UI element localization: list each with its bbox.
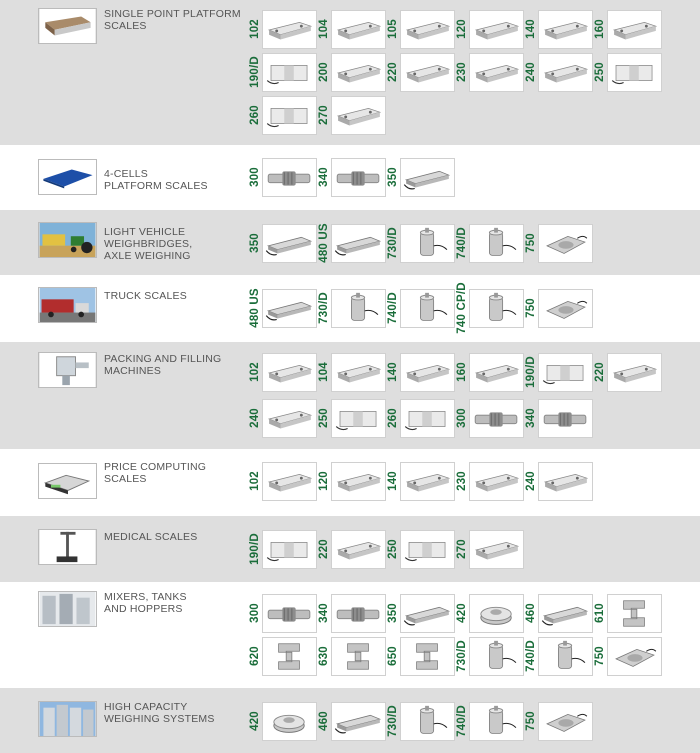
model-code: 300 <box>456 408 468 428</box>
model-code: 750 <box>525 298 537 318</box>
model-code-wrap <box>249 53 262 92</box>
product-cell[interactable] <box>525 224 593 263</box>
product-cell[interactable] <box>318 702 386 741</box>
product-cell[interactable] <box>456 702 524 741</box>
model-code-wrap <box>387 289 400 328</box>
model-code: 104 <box>318 362 330 382</box>
model-code: 460 <box>318 711 330 731</box>
load-cell-thumbnail[interactable] <box>469 353 524 392</box>
model-code: 190/D <box>249 533 261 565</box>
product-cell[interactable] <box>387 53 455 92</box>
model-code: 240 <box>525 62 537 82</box>
load-cell-thumbnail[interactable] <box>331 289 386 328</box>
product-cell[interactable] <box>387 158 455 197</box>
product-cell[interactable] <box>456 594 524 633</box>
load-cell-thumbnail[interactable] <box>538 53 593 92</box>
product-cell[interactable] <box>525 399 593 438</box>
product-cell[interactable] <box>525 702 593 741</box>
load-cell-thumbnail[interactable] <box>331 224 386 263</box>
model-code-wrap <box>318 530 331 569</box>
product-cell[interactable] <box>387 702 455 741</box>
model-code-wrap <box>249 530 262 569</box>
section-packing-filling-machines <box>0 342 700 449</box>
product-cell[interactable] <box>249 289 317 328</box>
product-cell[interactable] <box>249 10 317 49</box>
tractor-trailer-icon <box>38 222 97 258</box>
section-light-vehicle-weighbridges <box>0 210 700 275</box>
model-code: 340 <box>318 167 330 187</box>
model-code-wrap <box>456 637 469 676</box>
load-cell-thumbnail[interactable] <box>469 637 524 676</box>
model-code: 730/D <box>456 640 468 672</box>
load-cell-thumbnail[interactable] <box>262 702 317 741</box>
model-code: 340 <box>525 408 537 428</box>
price-scale-icon <box>38 463 97 499</box>
product-cell[interactable] <box>387 10 455 49</box>
product-cell[interactable] <box>594 53 662 92</box>
model-code: 190/D <box>525 356 537 388</box>
product-cell[interactable] <box>387 289 455 328</box>
product-cell[interactable] <box>318 594 386 633</box>
product-cell[interactable] <box>387 530 455 569</box>
medical-scale-icon <box>38 529 97 565</box>
product-cell[interactable] <box>387 594 455 633</box>
tanks-icon <box>38 591 97 627</box>
silos-icon <box>38 701 97 737</box>
model-code: 740/D <box>456 705 468 737</box>
model-code-wrap <box>387 224 400 263</box>
model-code-wrap <box>525 353 538 392</box>
model-code-wrap <box>249 594 262 633</box>
load-cell-thumbnail[interactable] <box>469 530 524 569</box>
product-cell[interactable] <box>456 637 524 676</box>
model-code: 750 <box>594 646 606 666</box>
product-cell[interactable] <box>525 462 593 501</box>
load-cell-thumbnail[interactable] <box>607 594 662 633</box>
product-cell[interactable] <box>594 637 662 676</box>
model-code: 730/D <box>318 292 330 324</box>
model-code: 140 <box>387 362 399 382</box>
section-title: MIXERS, TANKS AND HOPPERS <box>104 591 187 615</box>
product-cell[interactable] <box>318 399 386 438</box>
model-code: 420 <box>249 711 261 731</box>
product-cell[interactable] <box>525 289 593 328</box>
model-code: 480 US <box>249 288 261 328</box>
load-cell-thumbnail[interactable] <box>538 702 593 741</box>
load-cell-thumbnail[interactable] <box>331 96 386 135</box>
model-code-wrap <box>249 637 262 676</box>
product-cell[interactable] <box>318 96 386 135</box>
product-cell[interactable] <box>249 158 317 197</box>
model-code-wrap <box>456 399 469 438</box>
model-code: 260 <box>387 408 399 428</box>
model-code: 160 <box>456 362 468 382</box>
load-cell-thumbnail[interactable] <box>469 399 524 438</box>
load-cell-thumbnail[interactable] <box>538 637 593 676</box>
load-cell-thumbnail[interactable] <box>400 530 455 569</box>
section-title: SINGLE POINT PLATFORM SCALES <box>104 8 241 32</box>
load-cell-thumbnail[interactable] <box>469 224 524 263</box>
model-code: 230 <box>456 471 468 491</box>
product-cell[interactable] <box>249 399 317 438</box>
section-single-point-platform-scales <box>0 0 700 145</box>
product-cell[interactable] <box>249 594 317 633</box>
platform-scale-icon <box>38 8 97 44</box>
product-cell[interactable] <box>456 282 524 334</box>
section-title: PRICE COMPUTING SCALES <box>104 461 207 485</box>
model-code-wrap <box>318 53 331 92</box>
section-price-computing-scales <box>0 449 700 516</box>
load-cell-thumbnail[interactable] <box>262 594 317 633</box>
model-code: 270 <box>318 105 330 125</box>
model-code: 220 <box>318 539 330 559</box>
product-cell[interactable] <box>387 353 455 392</box>
model-code-wrap <box>318 289 331 328</box>
model-code-wrap <box>594 10 607 49</box>
model-code: 740 CP/D <box>456 282 468 334</box>
load-cell-thumbnail[interactable] <box>331 53 386 92</box>
section-title: TRUCK SCALES <box>104 290 187 302</box>
model-code: 104 <box>318 19 330 39</box>
model-code-wrap <box>318 158 331 197</box>
model-code: 340 <box>318 603 330 623</box>
load-cell-thumbnail[interactable] <box>331 530 386 569</box>
load-cell-thumbnail[interactable] <box>469 594 524 633</box>
model-code-wrap <box>387 10 400 49</box>
model-code: 300 <box>249 167 261 187</box>
model-code-wrap <box>456 224 469 263</box>
model-code: 740/D <box>387 292 399 324</box>
model-code-wrap <box>387 530 400 569</box>
product-cell[interactable] <box>249 462 317 501</box>
load-cell-thumbnail[interactable] <box>331 353 386 392</box>
model-code-wrap <box>318 702 331 741</box>
product-cell[interactable] <box>594 353 662 392</box>
product-cell[interactable] <box>456 353 524 392</box>
product-cell[interactable] <box>525 594 593 633</box>
load-cell-thumbnail[interactable] <box>469 289 524 328</box>
model-code-wrap <box>525 10 538 49</box>
load-cell-thumbnail[interactable] <box>538 462 593 501</box>
model-code-wrap <box>318 353 331 392</box>
model-code: 730/D <box>387 705 399 737</box>
load-cell-thumbnail[interactable] <box>331 702 386 741</box>
model-code-wrap <box>249 702 262 741</box>
load-cell-thumbnail[interactable] <box>400 158 455 197</box>
load-cell-thumbnail[interactable] <box>400 702 455 741</box>
model-code-wrap <box>594 594 607 633</box>
model-code-wrap <box>594 637 607 676</box>
model-code-wrap <box>456 282 469 334</box>
model-code-wrap <box>456 353 469 392</box>
model-code-wrap <box>456 10 469 49</box>
model-code: 220 <box>594 362 606 382</box>
section-title: HIGH CAPACITY WEIGHING SYSTEMS <box>104 701 215 725</box>
product-cell[interactable] <box>456 224 524 263</box>
load-cell-thumbnail[interactable] <box>400 224 455 263</box>
model-code-wrap <box>318 462 331 501</box>
load-cell-thumbnail[interactable] <box>400 10 455 49</box>
model-code-wrap <box>387 462 400 501</box>
product-cell[interactable] <box>525 10 593 49</box>
product-cell[interactable] <box>318 530 386 569</box>
section-title: 4-CELLS PLATFORM SCALES <box>104 168 208 192</box>
model-code-wrap <box>456 530 469 569</box>
product-cell[interactable] <box>387 462 455 501</box>
load-cell-thumbnail[interactable] <box>262 224 317 263</box>
load-cell-thumbnail[interactable] <box>262 53 317 92</box>
model-code: 160 <box>594 19 606 39</box>
model-code: 630 <box>318 646 330 666</box>
load-cell-thumbnail[interactable] <box>400 594 455 633</box>
packing-machine-icon <box>38 352 97 388</box>
model-code-wrap <box>525 289 538 328</box>
product-cell[interactable] <box>318 158 386 197</box>
load-cell-thumbnail[interactable] <box>400 353 455 392</box>
product-cell[interactable] <box>249 637 317 676</box>
section-high-capacity-weighing <box>0 688 700 753</box>
load-cell-thumbnail[interactable] <box>262 353 317 392</box>
load-cell-thumbnail[interactable] <box>262 289 317 328</box>
product-cell[interactable] <box>525 353 593 392</box>
model-code-wrap <box>525 224 538 263</box>
model-code: 240 <box>525 471 537 491</box>
model-code: 750 <box>525 711 537 731</box>
model-code-wrap <box>249 96 262 135</box>
model-code: 350 <box>387 603 399 623</box>
model-code: 420 <box>456 603 468 623</box>
load-cell-thumbnail[interactable] <box>469 702 524 741</box>
model-code: 140 <box>387 471 399 491</box>
load-cell-thumbnail[interactable] <box>331 10 386 49</box>
load-cell-thumbnail[interactable] <box>262 637 317 676</box>
model-code: 740/D <box>456 227 468 259</box>
product-cell[interactable] <box>249 353 317 392</box>
model-code-wrap <box>249 353 262 392</box>
product-cell[interactable] <box>318 637 386 676</box>
model-code-wrap <box>456 702 469 741</box>
model-code-wrap <box>249 289 262 328</box>
load-cell-thumbnail[interactable] <box>469 53 524 92</box>
load-cell-thumbnail[interactable] <box>262 10 317 49</box>
load-cell-thumbnail[interactable] <box>538 399 593 438</box>
product-cell[interactable] <box>249 96 317 135</box>
section-truck-scales <box>0 275 700 342</box>
model-code-wrap <box>318 10 331 49</box>
model-code-wrap <box>525 53 538 92</box>
load-cell-thumbnail[interactable] <box>538 289 593 328</box>
load-cell-thumbnail[interactable] <box>469 462 524 501</box>
model-code: 140 <box>525 19 537 39</box>
load-cell-thumbnail[interactable] <box>331 158 386 197</box>
product-cell[interactable] <box>525 637 593 676</box>
load-cell-thumbnail[interactable] <box>607 353 662 392</box>
model-code: 230 <box>456 62 468 82</box>
model-code-wrap <box>249 158 262 197</box>
model-code: 610 <box>594 603 606 623</box>
load-cell-thumbnail[interactable] <box>469 10 524 49</box>
floor-scale-icon <box>38 159 97 195</box>
product-cell[interactable] <box>594 594 662 633</box>
model-code: 250 <box>387 539 399 559</box>
load-cell-thumbnail[interactable] <box>538 10 593 49</box>
load-cell-thumbnail[interactable] <box>400 289 455 328</box>
load-cell-thumbnail[interactable] <box>262 530 317 569</box>
product-cell[interactable] <box>456 462 524 501</box>
model-code: 105 <box>387 19 399 39</box>
model-code: 120 <box>318 471 330 491</box>
load-cell-thumbnail[interactable] <box>400 462 455 501</box>
product-cell[interactable] <box>318 289 386 328</box>
section-title: PACKING AND FILLING MACHINES <box>104 353 222 377</box>
product-cell[interactable] <box>456 530 524 569</box>
product-cell[interactable] <box>594 10 662 49</box>
model-code-wrap <box>387 594 400 633</box>
load-cell-thumbnail[interactable] <box>538 594 593 633</box>
product-cell[interactable] <box>318 462 386 501</box>
model-code: 620 <box>249 646 261 666</box>
load-cell-thumbnail[interactable] <box>607 53 662 92</box>
load-cell-thumbnail[interactable] <box>262 462 317 501</box>
load-cell-thumbnail[interactable] <box>400 399 455 438</box>
load-cell-thumbnail[interactable] <box>400 53 455 92</box>
model-code: 102 <box>249 471 261 491</box>
model-code: 750 <box>525 233 537 253</box>
product-cell[interactable] <box>456 399 524 438</box>
product-cell[interactable] <box>387 224 455 263</box>
model-code-wrap <box>594 53 607 92</box>
product-cell[interactable] <box>456 10 524 49</box>
model-code-wrap <box>249 399 262 438</box>
truck-icon <box>38 287 97 323</box>
model-code-wrap <box>249 224 262 263</box>
model-code-wrap <box>387 702 400 741</box>
model-code-wrap <box>318 399 331 438</box>
model-code-wrap <box>456 53 469 92</box>
product-cell[interactable] <box>318 10 386 49</box>
model-code: 260 <box>249 105 261 125</box>
model-code: 102 <box>249 19 261 39</box>
model-code-wrap <box>525 399 538 438</box>
load-cell-thumbnail[interactable] <box>331 399 386 438</box>
load-cell-thumbnail[interactable] <box>400 637 455 676</box>
load-cell-thumbnail[interactable] <box>607 10 662 49</box>
model-code-wrap <box>594 353 607 392</box>
product-cell[interactable] <box>318 224 386 263</box>
model-code: 270 <box>456 539 468 559</box>
section-medical-scales <box>0 516 700 582</box>
product-cell[interactable] <box>249 530 317 569</box>
section-4-cells-platform-scales <box>0 145 700 210</box>
model-code-wrap <box>318 96 331 135</box>
section-title: MEDICAL SCALES <box>104 531 198 543</box>
section-mixers-tanks-hoppers <box>0 582 700 688</box>
product-cell[interactable] <box>387 637 455 676</box>
model-code-wrap <box>525 594 538 633</box>
model-code: 102 <box>249 362 261 382</box>
model-code-wrap <box>318 637 331 676</box>
model-code: 460 <box>525 603 537 623</box>
load-cell-thumbnail[interactable] <box>538 353 593 392</box>
model-code-wrap <box>525 637 538 676</box>
model-code: 740/D <box>525 640 537 672</box>
model-code: 730/D <box>387 227 399 259</box>
model-code: 350 <box>387 167 399 187</box>
product-cell[interactable] <box>249 53 317 92</box>
load-cell-thumbnail[interactable] <box>331 594 386 633</box>
model-code-wrap <box>387 399 400 438</box>
model-code: 300 <box>249 603 261 623</box>
product-cell[interactable] <box>318 353 386 392</box>
product-cell[interactable] <box>525 53 593 92</box>
model-code: 200 <box>318 62 330 82</box>
model-code-wrap <box>387 158 400 197</box>
load-cell-thumbnail[interactable] <box>331 637 386 676</box>
model-code: 480 US <box>318 223 330 263</box>
model-code: 190/D <box>249 56 261 88</box>
load-cell-thumbnail[interactable] <box>262 96 317 135</box>
section-title: LIGHT VEHICLE WEIGHBRIDGES, AXLE WEIGHING <box>104 226 193 262</box>
model-code-wrap <box>525 462 538 501</box>
model-code-wrap <box>525 702 538 741</box>
load-cell-thumbnail[interactable] <box>262 158 317 197</box>
model-code-wrap <box>456 462 469 501</box>
model-code: 250 <box>318 408 330 428</box>
product-cell[interactable] <box>249 702 317 741</box>
product-cell[interactable] <box>249 224 317 263</box>
model-code-wrap <box>249 10 262 49</box>
model-code-wrap <box>387 353 400 392</box>
product-cell[interactable] <box>387 399 455 438</box>
product-cell[interactable] <box>456 53 524 92</box>
model-code-wrap <box>318 594 331 633</box>
model-code-wrap <box>387 53 400 92</box>
model-code: 220 <box>387 62 399 82</box>
load-cell-thumbnail[interactable] <box>331 462 386 501</box>
product-cell[interactable] <box>318 53 386 92</box>
model-code: 250 <box>594 62 606 82</box>
model-code: 240 <box>249 408 261 428</box>
model-code: 120 <box>456 19 468 39</box>
model-code-wrap <box>318 224 331 263</box>
model-code: 650 <box>387 646 399 666</box>
load-cell-thumbnail[interactable] <box>607 637 662 676</box>
load-cell-thumbnail[interactable] <box>538 224 593 263</box>
model-code: 350 <box>249 233 261 253</box>
model-code-wrap <box>456 594 469 633</box>
model-code-wrap <box>249 462 262 501</box>
load-cell-thumbnail[interactable] <box>262 399 317 438</box>
model-code-wrap <box>387 637 400 676</box>
